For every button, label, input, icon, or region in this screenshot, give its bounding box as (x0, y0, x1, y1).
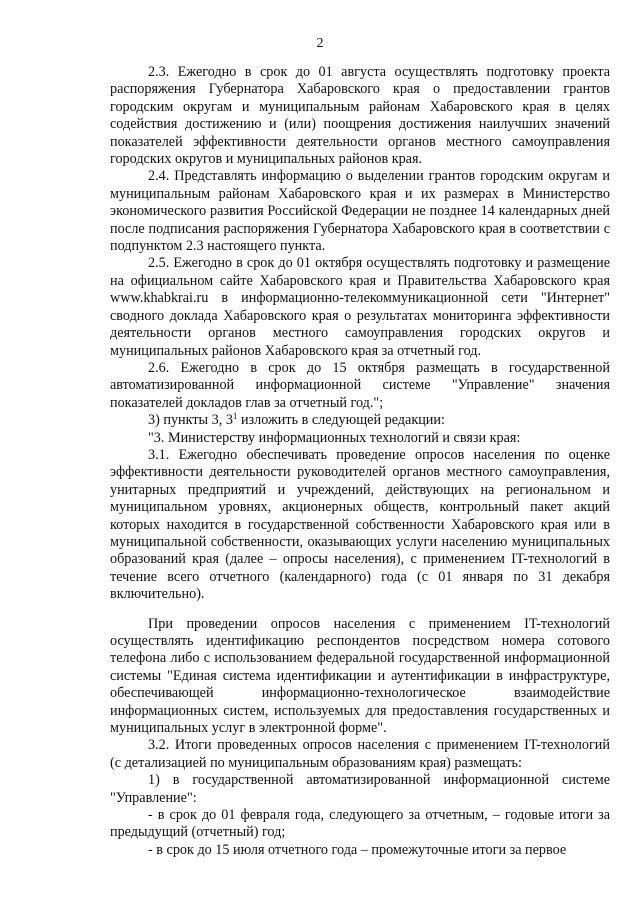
paragraph-2-4: 2.4. Представлять информацию о выделении грантов городским округам и муниципальным районам Хабаровского края и их размерах в Министерство экономического развития Российской Федерации не позднее 14 календарных дней после подписания распоряжения Губернатора Хабаровского края в соответствии с подпунктом 2.3 настоящего пункта. (110, 168, 610, 255)
paragraph-3-2-item-1: 1) в государственной автоматизированной информационной системе "Управление": (110, 772, 610, 806)
paragraph-3-1: 3.1. Ежегодно обеспечивать проведение опросов населения по оценке эффективности деятельности руководителей органов местного самоуправления, унитарных предприятий и учреждений, действующих на региональном и муниципальном уровнях, акционерных обществ, контрольный пакет акций которых находится в государственной собственности Хабаровского края или в муниципальной собственности, оказывающих услуги населению муниципальных образований края (далее – опросы населения), с применением IT-технологий в течение всего отчетного (календарного) года (с 01 января по 31 декабря включительно). (110, 446, 610, 603)
paragraph-interim-results: - в срок до 15 июля отчетного года – промежуточные итоги за первое (148, 841, 567, 858)
paragraph-annual-results: - в срок до 01 февраля года, следующего за отчетным, – годовые итоги за предыдущий (отчетный) год; (110, 807, 610, 841)
paragraph-section-3-heading: "3. Министерству информационных технологий и связи края: (148, 429, 521, 446)
superscript-index: 1 (232, 411, 238, 422)
amendment-text-start: 3) пункты 3, 3 (148, 412, 233, 429)
page-number: 2 (316, 36, 324, 51)
paragraph-amendment-3 (110, 412, 610, 429)
paragraph-2-3: 2.3. Ежегодно в срок до 01 августа осуществлять подготовку проекта распоряжения Губернатора Хабаровского края о предоставлении грантов городским округам и муниципальным районам Хабаровского края в целях содействия достижению и (или) поощрения достижения наилучших значений показателей эффективности деятельности органов местного самоуправления городских округов и муниципальных районов края. (110, 64, 610, 168)
document-body (110, 64, 610, 859)
paragraph-2-6: 2.6. Ежегодно в срок до 15 октября размещать в государственной автоматизированной информационной системе "Управление" значения показателей докладов глав за отчетный год."; (110, 359, 610, 411)
paragraph-3-2: 3.2. Итоги проведенных опросов населения с применением IT-технологий (с детализацией по муниципальным образованиям края) размещать: (110, 737, 610, 771)
paragraph-2-5: 2.5. Ежегодно в срок до 01 октября осуществлять подготовку и размещение на официальном сайте Хабаровского края и Правительства Хабаровского края www.khabkrai.ru в информационно-телекоммуникационной сети "Интернет" сводного доклада Хабаровского края о результатах мониторинга эффективности деятельности органов местного самоуправления городских округов и муниципальных районов Хабаровского края за отчетный год. (110, 255, 610, 359)
paragraph-identification: При проведении опросов населения с применением IT-технологий осуществлять идентификацию респондентов посредством номера сотового телефона либо с использованием федеральной государственной информационной системы "Единая система идентификации и аутентификации в инфраструктуре, обеспечивающей информационно-технологическое взаимодействие информационных систем, используемых для предоставления государственных и муниципальных услуг в электронной форме". (110, 615, 610, 737)
amendment-text-end: изложить в следующей редакции: (237, 412, 445, 429)
